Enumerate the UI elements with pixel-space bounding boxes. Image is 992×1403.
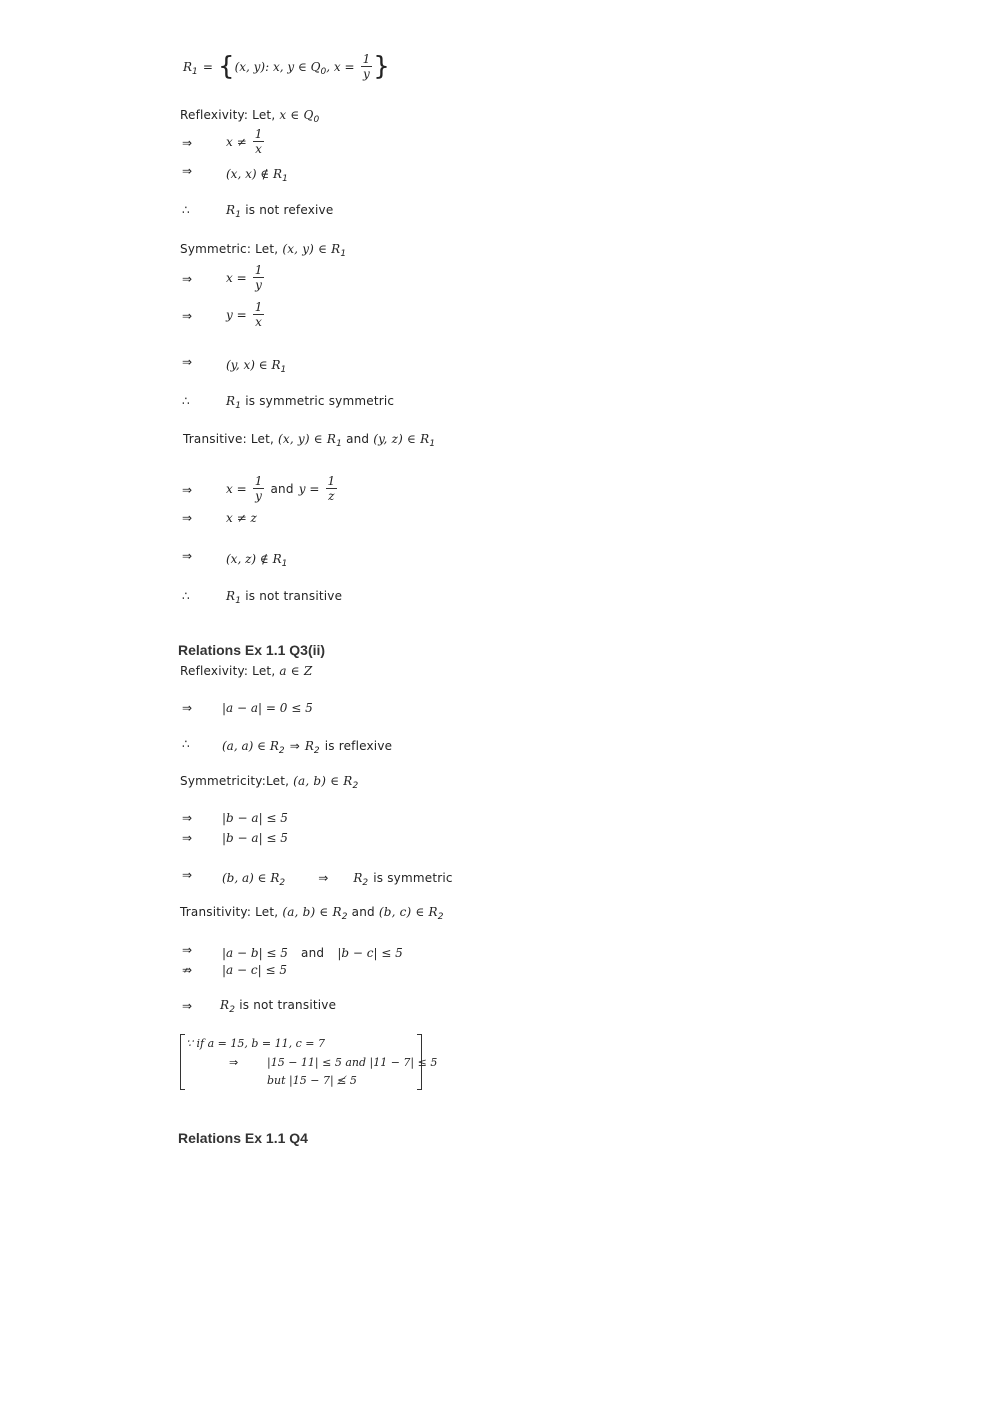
implies-icon: ⇒ <box>182 136 193 150</box>
implies-icon: ⇒ <box>182 943 193 957</box>
implies-icon: ⇒ <box>182 999 193 1013</box>
relation-definition: $R_1 = \{(x$, y): x, y ∈ $Q_0$, x = $\frac{1}{y}$ } <box>183 51 390 82</box>
p2-reflex-conclusion: (a, a) ∈ $R_2$ ⇒ $R_2$ is reflexive <box>222 739 393 756</box>
p1-trans-step2: x ≠ z <box>226 511 257 525</box>
therefore-icon: ∴ <box>182 589 190 603</box>
implies-icon: ⇒ <box>182 811 193 825</box>
p1-trans-conclusion: $R_1$ is not transitive <box>226 589 343 606</box>
p1-symmetric-heading: Symmetric: Let, (x, y) ∈ $R_1$ <box>180 242 347 259</box>
p1-reflexivity-heading: Reflexivity: Let, x ∈ $Q_0$ <box>180 108 320 125</box>
counterexample-line2: |15 − 11| ≤ 5 and |11 − 7| ≤ 5 <box>267 1056 438 1069</box>
counterexample-line1: ∵ if a = 15, b = 11, c = 7 <box>186 1037 325 1050</box>
p2-reflexivity-heading: Reflexivity: Let, a ∈ Z <box>180 664 313 678</box>
implies-icon: ⇒ <box>182 355 193 369</box>
implies-icon: ⇒ <box>182 309 193 323</box>
p2-sym-conclusion: (b, a) ∈ $R_2$ ⇒ $R_2$ is symmetric <box>222 871 453 888</box>
counterexample-line3: but |15 − 7| ≰ 5 <box>267 1074 357 1087</box>
p1-trans-step3: (x, z) ∉ $R_1$ <box>226 552 288 569</box>
p2-trans-conclusion: $R_2$ is not transitive <box>220 998 337 1015</box>
therefore-icon: ∴ <box>182 394 190 408</box>
section-heading-q4: Relations Ex 1.1 Q4 <box>178 1130 308 1146</box>
p1-sym-step2: y = $\frac{1}{x}$ <box>226 300 263 329</box>
p1-trans-step1: x = $\frac{1}{y}$ and y = $\frac{1}{z}$ <box>226 474 336 503</box>
implies-icon: ⇒ <box>182 164 193 178</box>
p1-sym-step1: x = $\frac{1}{y}$ <box>226 263 263 292</box>
therefore-icon: ∴ <box>182 203 190 217</box>
implies-icon: ⇒ <box>182 511 193 525</box>
p2-trans-step1: |a − b| ≤ 5 and |b − c| ≤ 5 <box>222 946 403 960</box>
p2-transitivity-heading: Transitivity: Let, (a, b) ∈ $R_2$ and (b, c) ∈ $R_2$ <box>180 905 444 922</box>
p1-reflex-conclusion: $R_1$ is not refexive <box>226 203 334 220</box>
implies-icon: ⇒ <box>182 483 193 497</box>
implies-icon: ⇒ <box>182 831 193 845</box>
p2-sym-step1: |b − a| ≤ 5 <box>222 811 288 825</box>
counterexample-box <box>180 1034 438 1090</box>
p2-sym-step2: |b − a| ≤ 5 <box>222 831 288 845</box>
implies-icon: ⇒ <box>182 868 193 882</box>
implies-icon: ⇒ <box>182 701 193 715</box>
p1-sym-step3: (y, x) ∈ $R_1$ <box>226 358 287 375</box>
implies-icon: ⇒ <box>229 1056 239 1069</box>
p2-reflex-step1: |a − a| = 0 ≤ 5 <box>222 701 313 715</box>
section-heading-q3ii: Relations Ex 1.1 Q3(ii) <box>178 642 326 658</box>
p2-symmetricity-heading: Symmetricity:Let, (a, b) ∈ $R_2$ <box>180 774 359 791</box>
p1-reflex-step1: x ≠ $\frac{1}{x}$ <box>226 127 263 156</box>
implies-icon: ⇒ <box>182 272 193 286</box>
p2-trans-step2: |a − c| ≤ 5 <box>222 963 287 977</box>
p1-reflex-step2: (x, x) ∉ $R_1$ <box>226 167 288 184</box>
p1-sym-conclusion: $R_1$ is symmetric symmetric <box>226 394 395 411</box>
p1-transitive-heading: Transitive: Let, (x, y) ∈ $R_1$ and (y, z) ∈ $R_1$ <box>183 432 436 449</box>
therefore-icon: ∴ <box>182 737 190 751</box>
implies-icon: ⇒ <box>182 549 193 563</box>
not-implies-icon: ⇏ <box>182 963 193 977</box>
